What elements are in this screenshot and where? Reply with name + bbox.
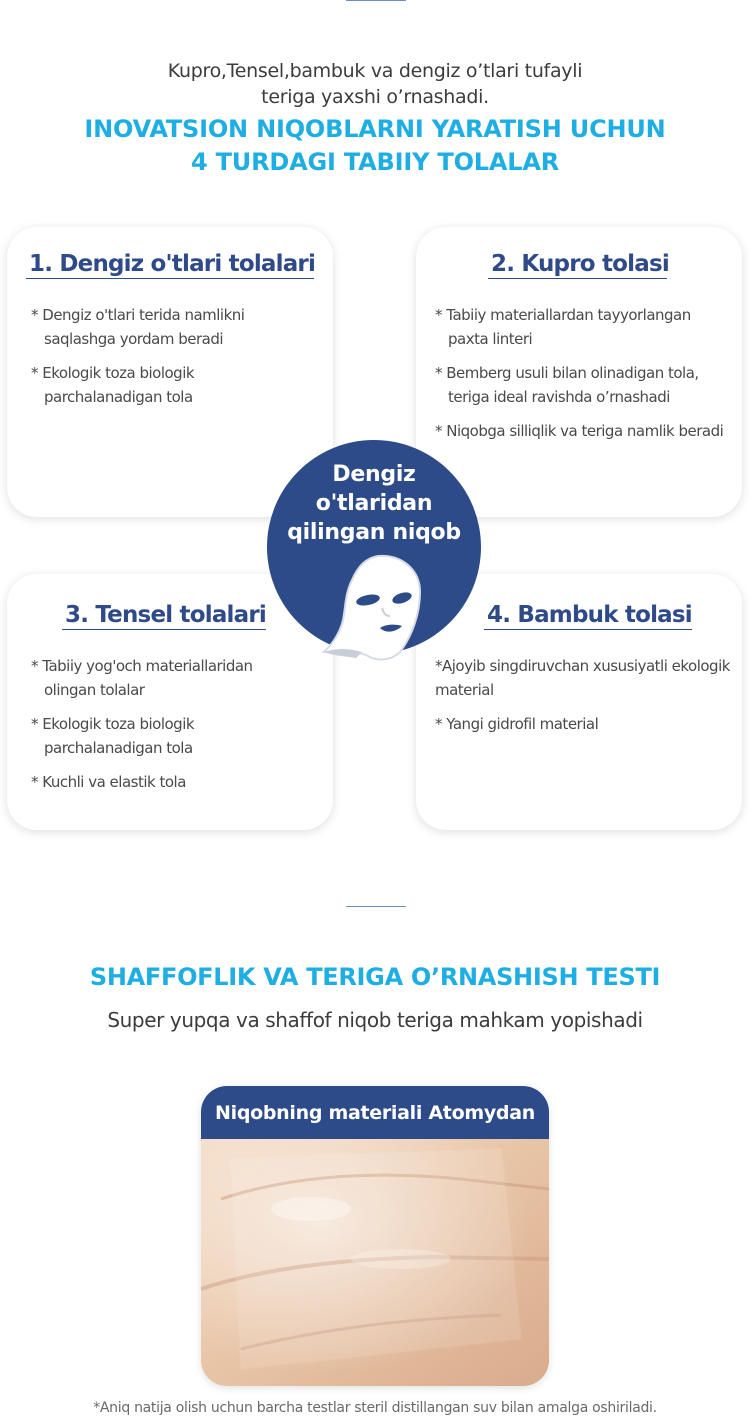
center-line-3: qilingan niqob: [287, 520, 461, 545]
card-list: [31, 654, 297, 804]
test-subtitle: Super yupqa va shaffof niqob teriga mahkam yopishadi: [107, 1008, 643, 1032]
title-underline: [484, 629, 692, 630]
card-list: [435, 303, 733, 453]
title-underline: [488, 278, 667, 279]
card-title: 1. Dengiz o'tlari tolalari: [29, 251, 316, 277]
intro-line-2: teriga yaxshi o’rnashadi.: [261, 86, 489, 108]
card-tencel: [7, 574, 333, 830]
footnote: *Aniq natija olish uchun barcha testlar steril distillangan suv bilan amalga oshiriladi.: [93, 1400, 657, 1416]
hand-photo: [201, 1139, 549, 1386]
center-badge-text: [267, 460, 481, 547]
title-underline: [62, 629, 266, 630]
card-title: 2. Kupro tolasi: [491, 251, 669, 277]
center-line-1: Dengiz: [332, 462, 416, 487]
list-item: *Ajoyib singdiruvchan xususiyatli ekologik material: [435, 657, 730, 699]
list-item: * Tabiiy yog'och materiallaridan olingan tolalar: [31, 657, 253, 699]
list-item: * Tabiiy materiallardan tayyorlangan paxta linteri: [435, 306, 691, 348]
list-item: * Niqobga silliqlik va teriga namlik beradi: [435, 422, 724, 440]
section-divider: [346, 906, 406, 907]
card-title: 3. Tensel tolalari: [65, 602, 266, 628]
list-item: * Ekologik toza biologik parchalanadigan tola: [31, 715, 195, 757]
list-item: * Kuchli va elastik tola: [31, 773, 186, 791]
list-item: * Yangi gidrofil material: [435, 715, 599, 733]
top-divider: [346, 0, 406, 1]
title-underline: [26, 278, 314, 279]
face-mask-icon: [316, 552, 426, 664]
list-item: * Ekologik toza biologik parchalanadigan tola: [31, 364, 195, 406]
intro-line-1: Kupro,Tensel,bambuk va dengiz o’tlari tufayli: [167, 60, 583, 82]
intro-heading-2: 4 TURDAGI TABIIY TOLALAR: [190, 148, 560, 176]
photo-label: Niqobning materiali Atomydan: [201, 1086, 549, 1139]
list-item: * Dengiz o'tlari terida namlikni saqlashga yordam beradi: [31, 306, 245, 348]
card-list: [435, 654, 731, 746]
card-bamboo: [416, 574, 742, 830]
test-title: SHAFFOFLIK VA TERIGA O’RNASHISH TESTI: [89, 963, 661, 991]
list-item: * Bemberg usuli bilan olinadigan tola, teriga ideal ravishda o’rnashadi: [435, 364, 699, 406]
card-title: 4. Bambuk tolasi: [487, 602, 692, 628]
center-line-2: o'tlaridan: [315, 491, 433, 516]
card-list: [31, 303, 311, 419]
intro-heading-1: INOVATSION NIQOBLARNI YARATISH UCHUN: [84, 115, 666, 143]
test-photo-card: [201, 1086, 549, 1386]
intro-block: [0, 58, 750, 179]
